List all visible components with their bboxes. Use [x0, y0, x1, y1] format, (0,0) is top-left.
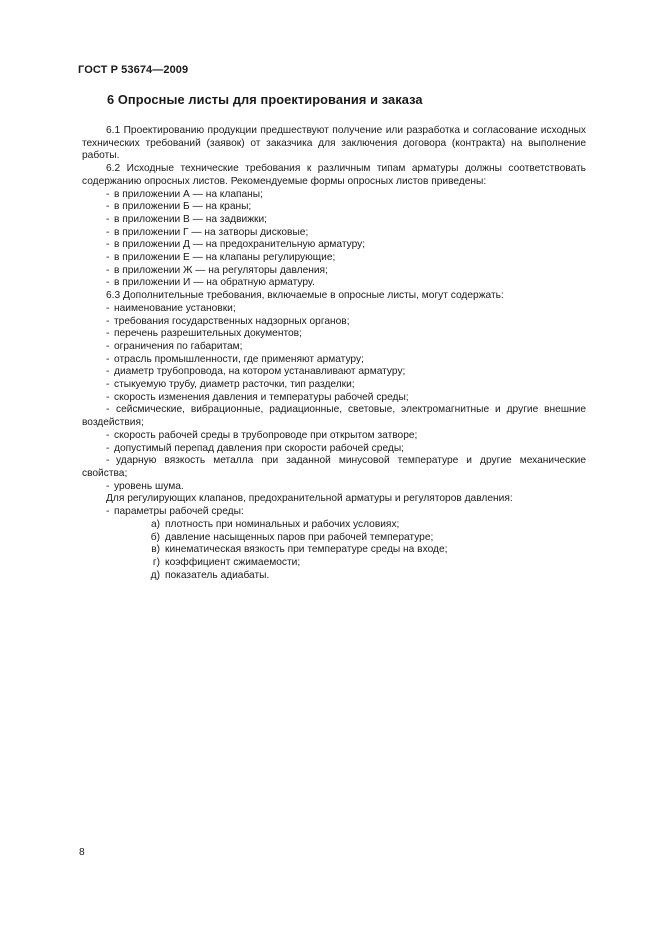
list-item: - наименование установки; [106, 302, 236, 314]
list-item: - стыкуемую трубу, диаметр расточки, тип разделки; [106, 379, 355, 391]
page-number: 8 [79, 847, 85, 858]
list-item: - требования государственных надзорных органов; [106, 315, 350, 327]
document-id: ГОСТ Р 53674—2009 [78, 64, 189, 76]
paragraph-6-2: 6.2 Исходные технические требования к различным типам арматуры должны соответствовать содержанию опросных листов. Рекомендуемые формы опросных листов приведены: [82, 163, 586, 187]
document-body [82, 125, 586, 582]
list-item: - в приложении А — на клапаны; [106, 188, 263, 200]
list-item: - диаметр трубопровода, на котором устанавливают арматуру; [106, 366, 406, 378]
list-item: - ограничения по габаритам; [106, 340, 243, 352]
list-item: - скорость изменения давления и температуры рабочей среды; [106, 391, 409, 403]
list-item: - ударную вязкость металла при заданной минусовой температуре и другие механические свойства; [82, 455, 586, 479]
medium-params-items [82, 519, 586, 583]
list-item: в) кинематическая вязкость при температуре среды на входе; [151, 544, 448, 556]
list-item: - в приложении Д — на предохранительную арматуру; [106, 239, 366, 251]
list-item: - скорость рабочей среды в трубопроводе при открытом затворе; [106, 429, 418, 441]
list-item: - в приложении Ж — на регуляторы давления; [106, 264, 328, 276]
section-title: 6 Опросные листы для проектирования и заказа [107, 92, 423, 107]
medium-params-list [82, 506, 586, 519]
list-item: - в приложении В — на задвижки; [106, 213, 267, 225]
list-item: - параметры рабочей среды: [106, 506, 244, 518]
list-item: д) показатель адиабаты. [150, 569, 270, 581]
list-item: а) плотность при номинальных и рабочих условиях; [150, 518, 400, 530]
list-item: б) давление насыщенных паров при рабочей температуре; [150, 531, 434, 543]
list-item: - допустимый перепад давления при скорости рабочей среды; [106, 442, 404, 454]
list-item: г) коэффициент сжимаемости; [152, 556, 301, 568]
list-item: - сейсмические, вибрационные, радиационные, световые, электромагнитные и другие внешние воздействия; [82, 404, 586, 429]
list-item: - перечень разрешительных документов; [106, 328, 302, 340]
list-item: - в приложении Е — на клапаны регулирующие; [106, 252, 336, 264]
list-item: - в приложении Б — на краны; [106, 201, 252, 213]
appendix-list [82, 189, 586, 291]
list-item: - в приложении Г — на затворы дисковые; [106, 226, 309, 238]
list-item: - в приложении И — на обратную арматуру. [106, 277, 315, 289]
additional-requirements-list [82, 303, 586, 494]
paragraph-regulating: Для регулирующих клапанов, предохранительной арматуры и регуляторов давления: [106, 493, 513, 505]
paragraph-6-1: 6.1 Проектированию продукции предшествуют получение или разработка и согласование исходных технических требований (заявок) от заказчика для заключения договора (контракта) на выполнение работы. [82, 125, 586, 162]
paragraph-6-3: 6.3 Дополнительные требования, включаемые в опросные листы, могут содержать: [106, 290, 504, 302]
list-item: - отрасль промышленности, где применяют арматуру; [106, 353, 364, 365]
list-item: - уровень шума. [106, 480, 184, 492]
